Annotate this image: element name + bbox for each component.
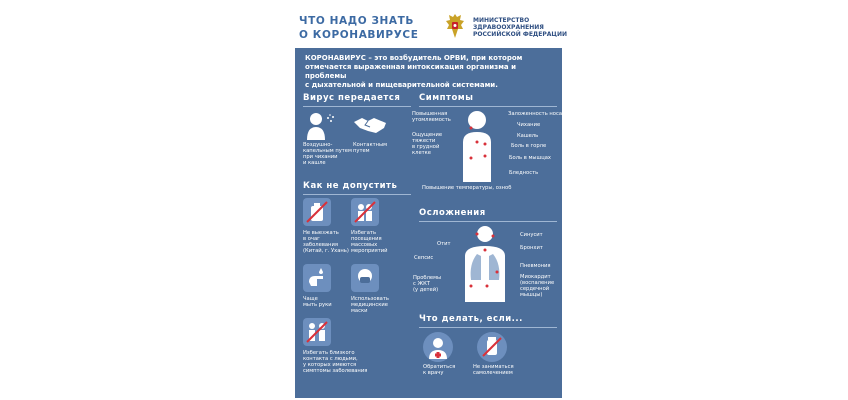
poster-title: ЧТО НАДО ЗНАТЬ О КОРОНАВИРУСЕ [299, 15, 419, 41]
hand-washing-icon [303, 264, 331, 292]
prevention-divider [303, 194, 411, 195]
transmission-heading: Вирус передается [303, 93, 401, 103]
no-travel-icon [303, 198, 331, 226]
complication-pneumonia: Пневмония [520, 263, 551, 269]
prevention-caption-1: Не выезжать в очаг заболевания (Китай, г. Ухань) [303, 230, 349, 254]
no-crowds-icon [351, 198, 379, 226]
prevention-caption-4: Использовать медицинские маски [351, 296, 389, 314]
sneezing-person-icon [305, 110, 337, 140]
prevention-heading: Как не допустить [303, 181, 398, 191]
symptom-nasal-congestion: Заложенность носа [508, 111, 562, 117]
handshake-icon [353, 114, 387, 136]
doctor-icon [423, 332, 453, 362]
complications-heading: Осложнения [419, 208, 486, 218]
lungs-body-icon [455, 224, 515, 302]
prevention-caption-5: Избегать близкого контакта с людьми, у которых имеются симптомы заболевания [303, 350, 368, 374]
no-self-medication-icon [477, 332, 507, 362]
human-body-icon [455, 108, 499, 182]
prevention-caption-2: Избегать посещения массовых мероприятий [351, 230, 388, 254]
action-caption-2: Не заниматься самолечением [473, 364, 514, 376]
transmission-divider [303, 106, 411, 107]
action-caption-1: Обратиться к врачу [423, 364, 456, 376]
airborne-caption: Воздушно- капельным путем при чихании и кашле [303, 142, 352, 166]
symptoms-divider [419, 106, 557, 107]
symptom-pallor: Бледность [509, 170, 539, 176]
symptoms-heading: Симптомы [419, 93, 474, 103]
complication-sinusitis: Синусит [520, 232, 543, 238]
contact-caption: Контактным путем [353, 142, 388, 154]
prevention-caption-3: Чаще мыть руки [303, 296, 332, 308]
complications-divider [419, 221, 557, 222]
symptom-sore-throat: Боль в горле [511, 143, 547, 149]
medical-mask-icon [351, 264, 379, 292]
ministry-name: МИНИСТЕРСТВО ЗДРАВООХРАНЕНИЯ РОССИЙСКОЙ ФЕДЕРАЦИИ [473, 17, 568, 38]
symptom-sneezing: Чихание [517, 122, 541, 128]
complication-myocarditis: Миокардит (воспаление сердечной мышцы) [520, 274, 555, 298]
symptom-muscle-pain: Боль в мышцах [509, 155, 551, 161]
complication-bronchitis: Бронхит [520, 245, 543, 251]
symptom-cough: Кашель [517, 133, 539, 139]
actions-heading: Что делать, если... [419, 314, 523, 324]
info-panel [295, 48, 562, 398]
intro-text: КОРОНАВИРУС – это возбудитель ОРВИ, при котором отмечается выраженная интоксикация организма и проблемы с дыхательной и пищеварительной системами. [305, 54, 523, 89]
poster-header [283, 0, 567, 46]
symptom-chest-heaviness: Ощущение тяжести в грудной клетке [412, 132, 443, 156]
complication-otitis: Отит [437, 241, 451, 247]
complication-sepsis: Сепсис [414, 255, 434, 261]
poster [283, 0, 567, 400]
actions-divider [419, 327, 557, 328]
symptom-fever: Повышение температуры, озноб [422, 185, 512, 191]
symptom-fatigue: Повышенная утомляемость [412, 111, 451, 123]
avoid-contact-icon [303, 318, 331, 346]
coat-of-arms-icon [443, 12, 467, 40]
complication-gi-problems: Проблемы с ЖКТ (у детей) [413, 275, 442, 293]
